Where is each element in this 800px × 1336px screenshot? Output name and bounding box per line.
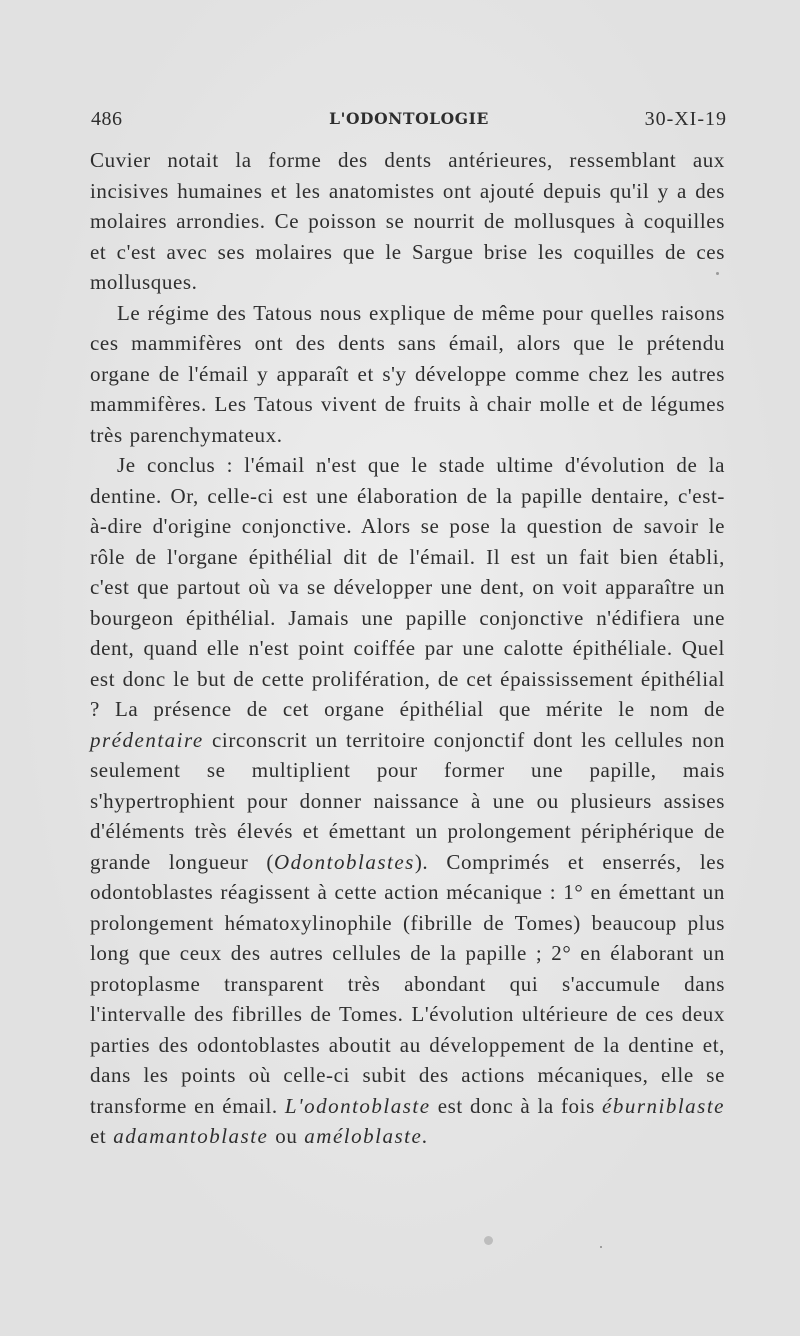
italic-term: éburniblaste <box>602 1093 725 1118</box>
italic-term: prédentaire <box>90 727 204 752</box>
text-run: Cuvier notait la forme des dents antérieures, ressemblant aux incisives humaines et les anatomistes ont ajouté depuis qu'il y a des molaires arrondies. Ce poisson se nourrit de mollusques à coquilles et c'est avec ses molaires que le Sargue brise les coquilles de ces mollusques. <box>90 148 725 294</box>
paragraph-p3 <box>90 450 725 1152</box>
text-run: est donc à la fois <box>430 1093 602 1118</box>
paragraph-p2 <box>90 298 725 451</box>
text-run: Le régime des Tatous nous explique de même pour quelles raisons ces mammifères ont des dents sans émail, alors que le prétendu organe de l'émail y apparaît et s'y développe comme chez les autres mammifères. Les Tatous vivent de fruits à chair molle et de légumes très parenchymateux. <box>90 300 725 447</box>
journal-title: L'ODONTOLOGIE <box>329 109 489 128</box>
body-text <box>90 145 725 1152</box>
italic-term: Odontoblastes <box>273 849 415 874</box>
text-run: ). Comprimés et enserrés, les odontoblastes réagissent à cette action mécanique : 1° en émettant un prolongement hématoxylinophile (fibrille de Tomes) beaucoup plus long que ceux des autres cellules de la papille ; 2° en élaborant un protoplasme transparent très abondant qui s'accumule dans l'intervalle des fibrilles de Tomes. L'évolution ultérieure de ces deux parties des odontoblastes aboutit au développement de la dentine et, dans les points où celle-ci subit des actions mécaniques, elle se transforme en émail. <box>90 849 725 1118</box>
paragraph-p1 <box>90 145 725 298</box>
running-header <box>91 108 727 138</box>
italic-term: améloblaste. <box>304 1124 430 1148</box>
paper-speck <box>484 1236 493 1245</box>
text-run: circonscrit un territoire conjonctif dont les cellules non seulement se multiplient pour former une papille, mais s'hypertrophient pour donner naissance à une ou plusieurs assises d'éléments très élevés et émettant un prolongement périphérique de grande longueur ( <box>90 727 725 874</box>
italic-term: adamantoblaste <box>113 1124 269 1148</box>
page-number: 486 <box>91 108 123 130</box>
issue-date: 30-XI-19 <box>644 108 727 130</box>
italic-term: L'odontoblaste <box>284 1093 431 1118</box>
text-run: ou <box>268 1124 305 1148</box>
text-run: et <box>90 1124 114 1148</box>
paper-speck <box>600 1246 602 1248</box>
text-run: Je conclus : l'émail n'est que le stade ultime d'évolution de la dentine. Or, celle-ci est une élaboration de la papille dentaire, c'est-à-dire d'origine conjonctive. Alors se pose la question de savoir le rôle de l'organe épithélial dit de l'émail. Il est un fait bien établi, c'est que partout où va se développer une dent, on voit apparaître un bourgeon épithélial. Jamais une papille conjonctive n'édifiera une dent, quand elle n'est point coiffée par une calotte épithéliale. Quel est donc le but de cette prolifération, de cet épaississement épithélial ? La présence de cet organe épithélial que mérite le nom de <box>90 453 725 721</box>
paper-speck <box>716 272 719 275</box>
